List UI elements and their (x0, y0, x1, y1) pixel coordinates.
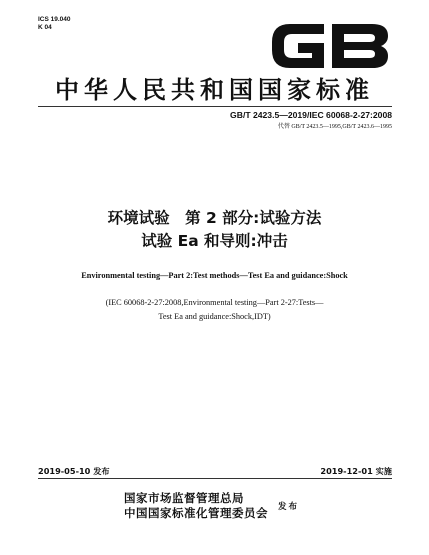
issuing-authorities (124, 491, 299, 521)
gb-logo (268, 18, 392, 74)
iec-equivalence-line-2: Test Ea and guidance:Shock,IDT) (158, 312, 271, 321)
implementation-date: 2019-12-01 实施 (320, 466, 392, 476)
issuer-organizations (124, 491, 268, 521)
gb-logo-graphic (268, 18, 392, 74)
standard-number: GB/T 2423.5—2019/IEC 60068-2-27:2008 (230, 110, 392, 120)
english-title: Environmental testing—Part 2:Test methods—Test Ea and guidance:Shock (81, 271, 348, 280)
bottom-divider (38, 478, 392, 479)
top-divider (38, 106, 392, 107)
chinese-title-line-2: 试验 Ea 和导则:冲击 (141, 232, 288, 250)
issuer-org-samr: 国家市场监督管理总局 (124, 491, 244, 505)
issue-date: 2019-05-10 发布 (38, 466, 110, 476)
ics-code: ICS 19.040 (38, 16, 71, 23)
national-standard-title: 中华人民共和国国家标准 (55, 75, 374, 104)
chinese-title-line-1: 环境试验 第 2 部分:试验方法 (107, 209, 322, 227)
replaces-note: 代替 GB/T 2423.5—1995,GB/T 2423.6—1995 (277, 124, 392, 130)
classification-codes (38, 16, 71, 32)
gb-logo-text: GB (330, 73, 332, 74)
issuer-org-sac: 中国国家标准化管理委员会 (124, 506, 268, 520)
iec-equivalence (0, 296, 429, 324)
ccs-code: K 04 (38, 24, 52, 31)
iec-equivalence-line-1: (IEC 60068-2-27:2008,Environmental testing—Part 2-27:Tests— (105, 298, 324, 307)
issued-label: 发布 (278, 502, 300, 512)
standard-number-block (230, 110, 392, 130)
chinese-title (0, 207, 429, 253)
